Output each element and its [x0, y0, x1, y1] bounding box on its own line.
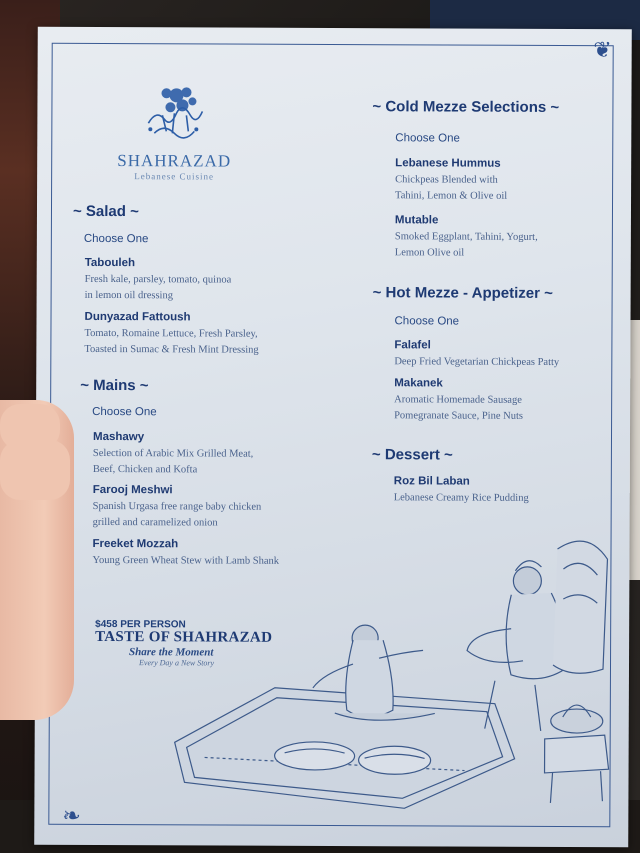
section-title-hot-mezze: ~ Hot Mezze - Appetizer ~ [372, 284, 553, 302]
item-name: Mutable [394, 214, 439, 227]
mains-choose-label: Choose One [92, 405, 157, 419]
promo-price: $458 PER PERSON [95, 618, 186, 631]
salad-choose-label: Choose One [83, 232, 149, 246]
item-description: Pomegranate Sauce, Pine Nuts [394, 410, 524, 422]
hot-choose-label: Choose One [394, 315, 460, 328]
brand-name: SHAHRAZAD [117, 151, 232, 171]
promo-small-text: Every Day a New Story [138, 658, 215, 668]
menu-item [394, 339, 559, 371]
item-description: Chickpeas Blended with [395, 174, 498, 186]
brand-logo [99, 83, 249, 182]
item-name: Falafel [394, 339, 431, 352]
item-name: Dunyazad Fattoush [84, 310, 191, 324]
item-description: Fresh kale, parsley, tomato, quinoa [84, 273, 232, 286]
menu-item [395, 157, 507, 204]
item-description: Spanish Urgasa free range baby chicken [92, 500, 262, 513]
item-description: grilled and caramelized onion [92, 516, 218, 529]
menu-item [395, 214, 538, 262]
item-description: Toasted in Sumac & Fresh Mint Dressing [84, 343, 259, 356]
item-name: Lebanese Hummus [395, 157, 501, 170]
promo-title: TASTE OF SHAHRAZAD [95, 628, 273, 646]
menu-item [394, 377, 523, 425]
finger [0, 440, 70, 500]
menu-item [84, 311, 258, 359]
item-description: Lebanese Creamy Rice Pudding [393, 492, 529, 504]
menu-item [85, 257, 232, 305]
item-name: Farooj Meshwi [92, 483, 173, 497]
cold-choose-label: Choose One [395, 132, 460, 145]
brand-subtitle: Lebanese Cuisine [134, 171, 215, 182]
item-description: in lemon oil dressing [84, 289, 174, 302]
section-title-mains: ~ Mains ~ [80, 376, 149, 395]
item-name: Mashawy [92, 430, 145, 444]
flower-logo-icon [134, 83, 214, 149]
section-title-cold-mezze: ~ Cold Mezze Selections ~ [372, 98, 560, 116]
menu-item [394, 475, 529, 507]
item-description: Tomato, Romaine Lettuce, Fresh Parsley, [84, 327, 258, 340]
item-name: Freeket Mozzah [92, 537, 179, 551]
item-description: Beef, Chicken and Kofta [92, 463, 198, 476]
item-name: Roz Bil Laban [393, 475, 470, 488]
promo-tagline: Share the Moment [129, 646, 214, 659]
corner-ornament-icon: ❦ [593, 37, 612, 63]
item-description: Tahini, Lemon & Olive oil [395, 190, 508, 202]
item-description: Smoked Eggplant, Tahini, Yogurt, [394, 231, 538, 243]
storytelling-illustration [164, 507, 615, 829]
item-description: Selection of Arabic Mix Grilled Meat, [92, 447, 254, 460]
item-description: Young Green Wheat Stew with Lamb Shank [92, 554, 280, 567]
item-description: Deep Fried Vegetarian Chickpeas Patty [394, 356, 560, 368]
item-name: Makanek [394, 377, 443, 390]
corner-ornament-icon: ❧ [62, 802, 81, 828]
menu-item [93, 431, 254, 479]
item-description: Lemon Olive oil [394, 247, 465, 259]
item-name: Tabouleh [84, 256, 136, 270]
menu-card [34, 27, 632, 848]
section-title-salad: ~ Salad ~ [72, 202, 139, 221]
section-title-dessert: ~ Dessert ~ [371, 446, 453, 464]
item-description: Aromatic Homemade Sausage [394, 394, 522, 406]
